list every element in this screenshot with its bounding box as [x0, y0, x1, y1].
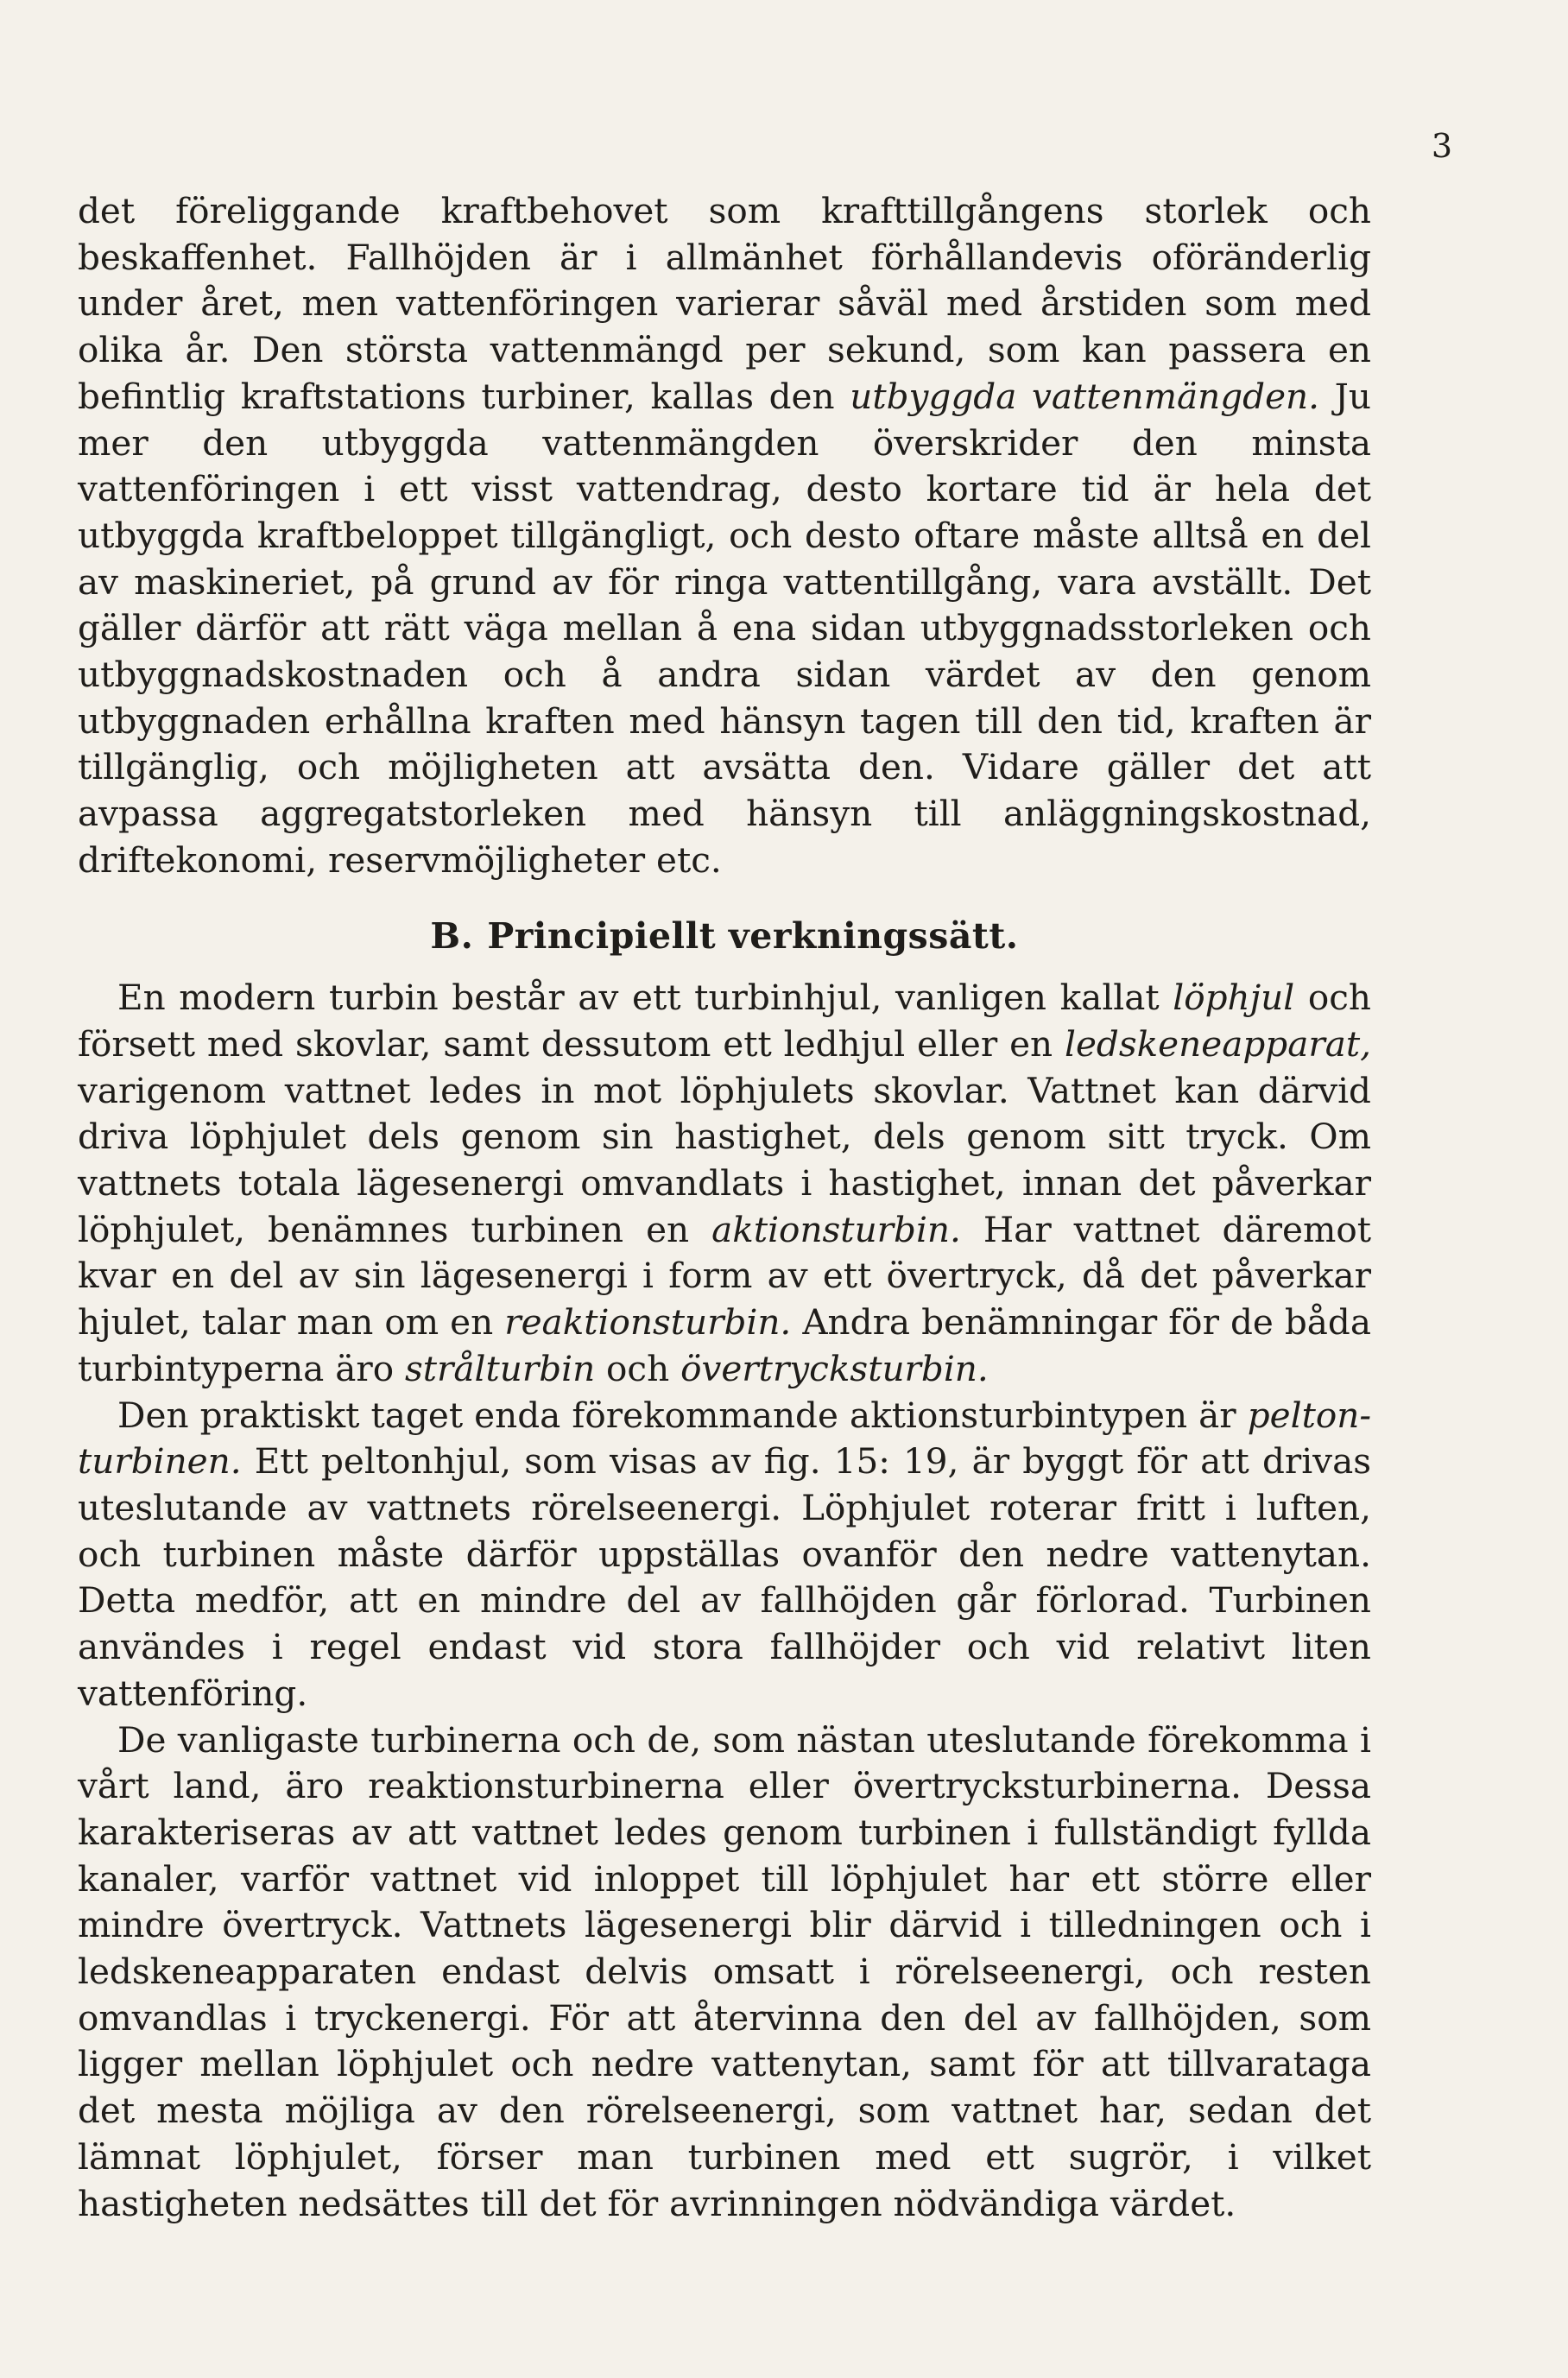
paragraph-turbin	[78, 975, 1371, 1392]
paragraph-text: varigenom vattnet ledes in mot löphjulets skovlar. Vattnet kan därvid driva löphjulet dels genom sin hastighet, dels genom sitt tryck. Om vattnets totala lägesenergi omvandlats i hastighet, innan det påverkar löphjulet, benämnes turbinen en	[78, 1069, 1371, 1250]
paragraph-continuation	[78, 188, 1371, 884]
section-heading	[78, 914, 1371, 960]
emphasis-term: löphjul	[1173, 977, 1295, 1019]
emphasis-term: reaktionsturbin.	[504, 1301, 792, 1344]
emphasis-term: aktionsturbin.	[711, 1208, 961, 1250]
paragraph-text: och försett med skovlar, samt dessutom ett ledhjul eller en	[78, 977, 1372, 1065]
section-title: Principiellt verkningssätt.	[487, 914, 1019, 957]
paragraph-pelton	[78, 1393, 1371, 1717]
paragraph-text: Andra benämningar för de båda turbintyperna äro	[78, 1301, 1371, 1389]
paragraph-text: Ju mer den utbyggda vattenmängden överskrider den minsta vattenföringen i ett visst vattendrag, desto kortare tid är hela det utbyggda kraftbeloppet tillgängligt, och desto oftare måste alltså en del av maskineriet, på grund av för ringa vattentillgång, vara avställt. Det gäller därför att rätt väga mellan å ena sidan utbyggnadsstorleken och utbyggnadskostnaden och å andra sidan värdet av den genom utbyggnaden erhållna kraften med hänsyn tagen till den tid, kraften är tillgänglig, och möjligheten att avsätta den. Vidare gäller det att avpassa aggregatstorleken med hänsyn till anläggningskostnad, driftekonomi, reservmöjligheter etc.	[78, 375, 1371, 881]
paragraph-text: Har vattnet däremot kvar en del av sin lägesenergi i form av ett övertryck, då det påverkar hjulet, talar man om en	[78, 1208, 1372, 1344]
emphasis-term: ledskeneapparat,	[1065, 1022, 1371, 1065]
paragraph-text: Ett peltonhjul, som visas av fig. 15: 19, är byggt för att drivas uteslutande av vattnets rörelseenergi. Löphjulet roterar fritt i luften, och turbinen måste därför uppställas ovanför den nedre vattenytan. Detta medför, att en mindre del av fallhöjden går förlorad. Turbinen användes i regel endast vid stora fallhöjder och vid relativt liten vattenföring.	[78, 1440, 1371, 1714]
paragraph-text: det föreliggande kraftbehovet som krafttillgångens storlek och beskaffenhet. Fallhöjden är i allmänhet förhållandevis oföränderlig under året, men vattenföringen varierar såväl med årstiden som med olika år. Den största vattenmängd per sekund, som kan passera en befintlig kraftstations turbiner, kallas den	[78, 190, 1371, 417]
page-number: 3	[1431, 127, 1452, 165]
paragraph-text: De vanligaste turbinerna och de, som nästan uteslutande förekomma i vårt land, äro reaktionsturbinerna eller övertrycksturbinerna. Dessa karakteriseras av att vattnet ledes genom turbinen i fullständigt fyllda kanaler, varför vattnet vid inloppet till löphjulet har ett större eller mindre övertryck. Vattnets lägesenergi blir därvid i tilledningen och i ledskeneapparaten endast delvis omsatt i rörelseenergi, och resten omvandlas i tryckenergi. För att återvinna den del av fallhöjden, som ligger mellan löphjulet och nedre vattenytan, samt för att tillvaratagа det mesta möjliga av den rörelseenergi, som vattnet har, sedan det lämnat löphjulet, förser man turbinen med ett sugrör, i vilket hastigheten nedsättes till det för avrinningen nödvändiga värdet.	[78, 1718, 1371, 2224]
section-label: B.	[430, 914, 474, 957]
emphasis-term: övertrycksturbin.	[680, 1347, 989, 1389]
emphasis-term: strålturbin	[404, 1347, 596, 1389]
emphasis-term: utbyggda vattenmängden.	[850, 375, 1320, 417]
paragraph-text: och	[595, 1347, 681, 1389]
paragraph-text: Den praktiskt taget enda förekommande aktionsturbintypen är	[117, 1394, 1248, 1436]
paragraph-reaktion	[78, 1717, 1371, 2228]
paragraph-text: En modern turbin består av ett turbinhjul, vanligen kallat	[117, 977, 1173, 1019]
body-text	[78, 188, 1371, 2227]
emphasis-term: peltonturbinen.	[78, 1394, 1371, 1483]
